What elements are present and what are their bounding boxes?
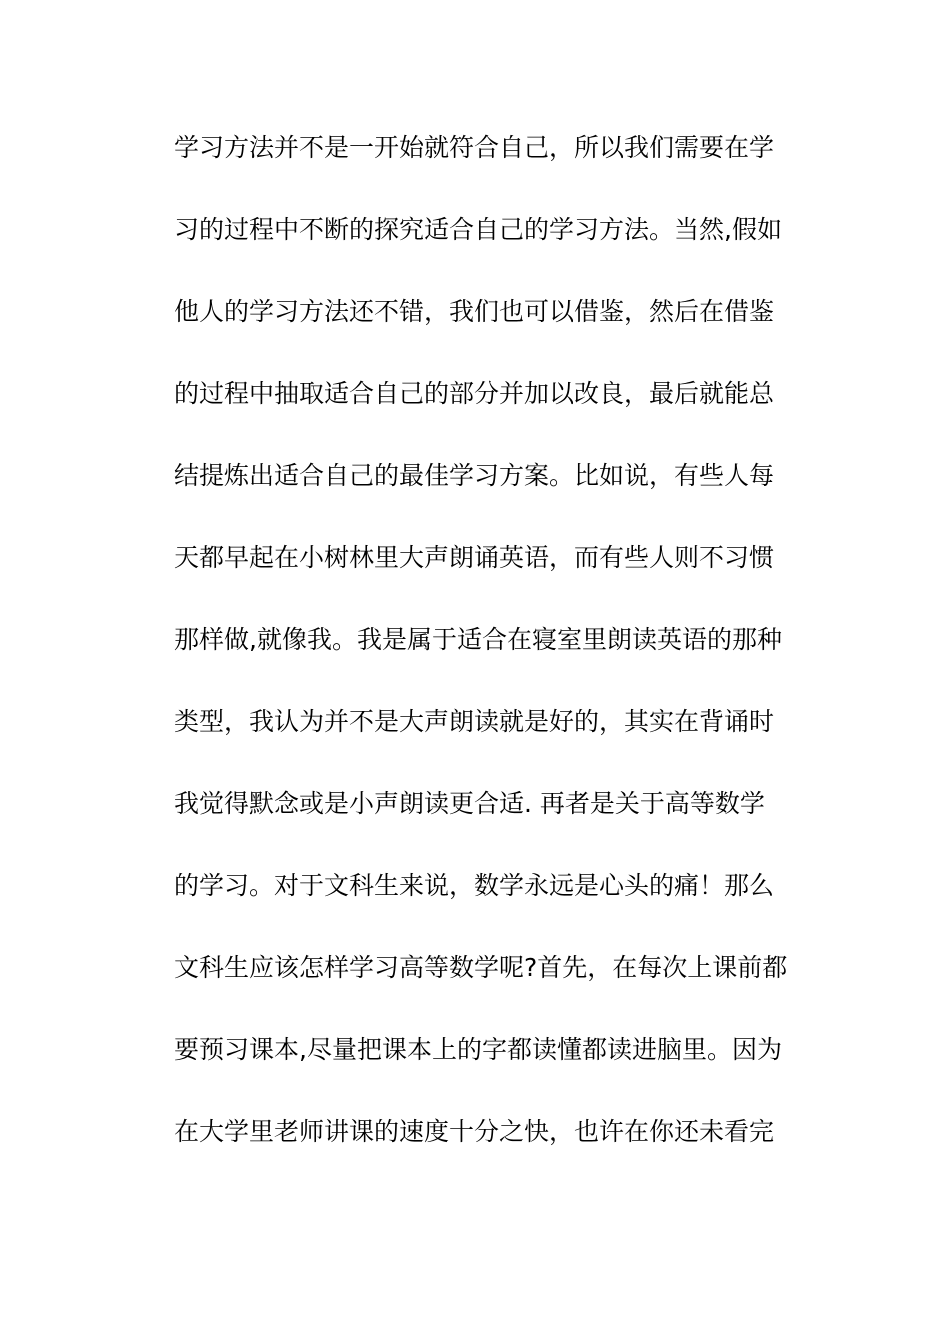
text-line: 天都早起在小树林里大声朗诵英语，而有些人则不习惯 [174,543,775,572]
text-line: 类型，我认为并不是大声朗读就是好的，其实在背诵时 [174,707,775,736]
text-line: 我觉得默念或是小声朗读更合适. 再者是关于高等数学 [174,789,765,818]
text-line: 文科生应该怎样学习高等数学呢?首先，在每次上课前都 [174,953,788,982]
text-line: 习的过程中不断的探究适合自己的学习方法。当然,假如 [174,215,782,244]
text-line: 那样做,就像我。我是属于适合在寝室里朗读英语的那种 [174,625,782,654]
text-line: 学习方法并不是一开始就符合自己，所以我们需要在学 [174,133,775,162]
body-text [174,128,814,1194]
text-line: 的过程中抽取适合自己的部分并加以改良，最后就能总 [174,379,775,408]
text-line: 在大学里老师讲课的速度十分之快，也许在你还未看完 [174,1117,775,1146]
text-line: 要预习课本,尽量把课本上的字都读懂都读进脑里。因为 [174,1035,782,1064]
text-line: 他人的学习方法还不错，我们也可以借鉴，然后在借鉴 [174,297,775,326]
text-line: 结提炼出适合自己的最佳学习方案。比如说，有些人每 [174,461,775,490]
text-line: 的学习。对于文科生来说，数学永远是心头的痛！那么 [174,871,775,900]
